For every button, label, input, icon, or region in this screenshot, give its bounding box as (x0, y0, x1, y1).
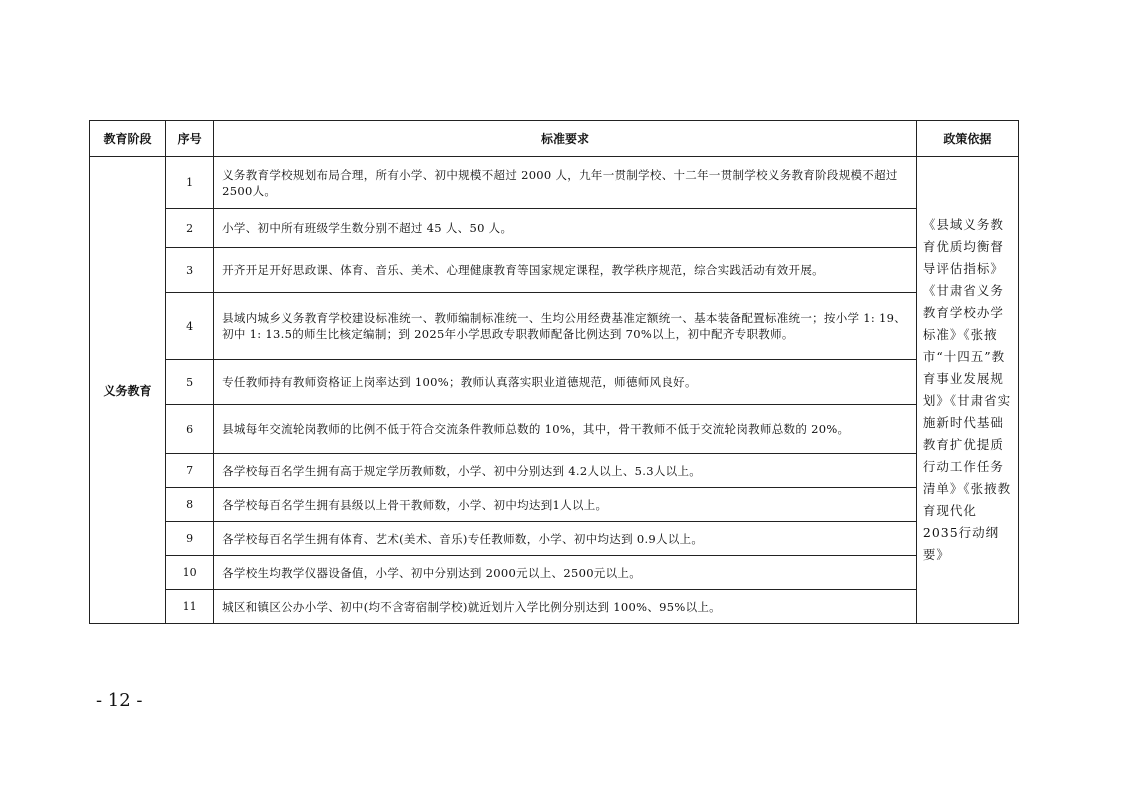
row-number: 3 (166, 248, 214, 293)
row-number: 7 (166, 454, 214, 488)
header-num: 序号 (166, 121, 214, 157)
page-number: - 12 - (96, 690, 143, 711)
table-row (90, 488, 1019, 522)
requirement-text: 开齐开足开好思政课、体育、音乐、美术、心理健康教育等国家规定课程，教学秩序规范，综合实践活动有效开展。 (214, 248, 917, 293)
table-header-row (90, 121, 1019, 157)
requirement-text: 各学校每百名学生拥有县级以上骨干教师数，小学、初中均达到1人以上。 (214, 488, 917, 522)
table-row (90, 209, 1019, 248)
table-row (90, 293, 1019, 360)
requirement-text: 县城每年交流轮岗教师的比例不低于符合交流条件教师总数的 10%，其中，骨干教师不低于交流轮岗教师总数的 20%。 (214, 405, 917, 454)
row-number: 11 (166, 590, 214, 624)
standards-table (89, 120, 1019, 624)
row-number: 10 (166, 556, 214, 590)
table-row (90, 522, 1019, 556)
row-number: 1 (166, 157, 214, 209)
policy-basis-cell: 《县域义务教育优质均衡督导评估指标》《甘肃省义务教育学校办学标准》《张掖市“十四五”教育事业发展规划》《甘肃省实施新时代基础教育扩优提质行动工作任务清单》《张掖教育现代化2035行动纲要》 (916, 157, 1018, 624)
row-number: 9 (166, 522, 214, 556)
table-row (90, 590, 1019, 624)
table-row (90, 556, 1019, 590)
requirement-text: 义务教育学校规划布局合理，所有小学、初中规模不超过 2000 人，九年一贯制学校、十二年一贯制学校义务教育阶段规模不超过2500人。 (214, 157, 917, 209)
requirement-text: 各学校生均教学仪器设备值，小学、初中分别达到 2000元以上、2500元以上。 (214, 556, 917, 590)
row-number: 2 (166, 209, 214, 248)
requirement-text: 县域内城乡义务教育学校建设标准统一、教师编制标准统一、生均公用经费基准定额统一、基本装备配置标准统一；按小学 1: 19、初中 1: 13.5的师生比核定编制；到 2025年小学思政专职教师配备比例达到 70%以上，初中配齐专职教师。 (214, 293, 917, 360)
requirement-text: 专任教师持有教师资格证上岗率达到 100%；教师认真落实职业道德规范，师德师风良好。 (214, 360, 917, 405)
requirement-text: 小学、初中所有班级学生数分别不超过 45 人、50 人。 (214, 209, 917, 248)
requirement-text: 各学校每百名学生拥有高于规定学历教师数，小学、初中分别达到 4.2人以上、5.3人以上。 (214, 454, 917, 488)
table-row (90, 157, 1019, 209)
stage-cell: 义务教育 (90, 157, 166, 624)
row-number: 4 (166, 293, 214, 360)
table-row (90, 405, 1019, 454)
row-number: 8 (166, 488, 214, 522)
header-basis: 政策依据 (916, 121, 1018, 157)
header-requirement: 标准要求 (214, 121, 917, 157)
row-number: 5 (166, 360, 214, 405)
requirement-text: 城区和镇区公办小学、初中(均不含寄宿制学校)就近划片入学比例分别达到 100%、95%以上。 (214, 590, 917, 624)
header-stage: 教育阶段 (90, 121, 166, 157)
table-row (90, 248, 1019, 293)
requirement-text: 各学校每百名学生拥有体育、艺术(美术、音乐)专任教师数，小学、初中均达到 0.9人以上。 (214, 522, 917, 556)
table-row (90, 454, 1019, 488)
table-row (90, 360, 1019, 405)
row-number: 6 (166, 405, 214, 454)
